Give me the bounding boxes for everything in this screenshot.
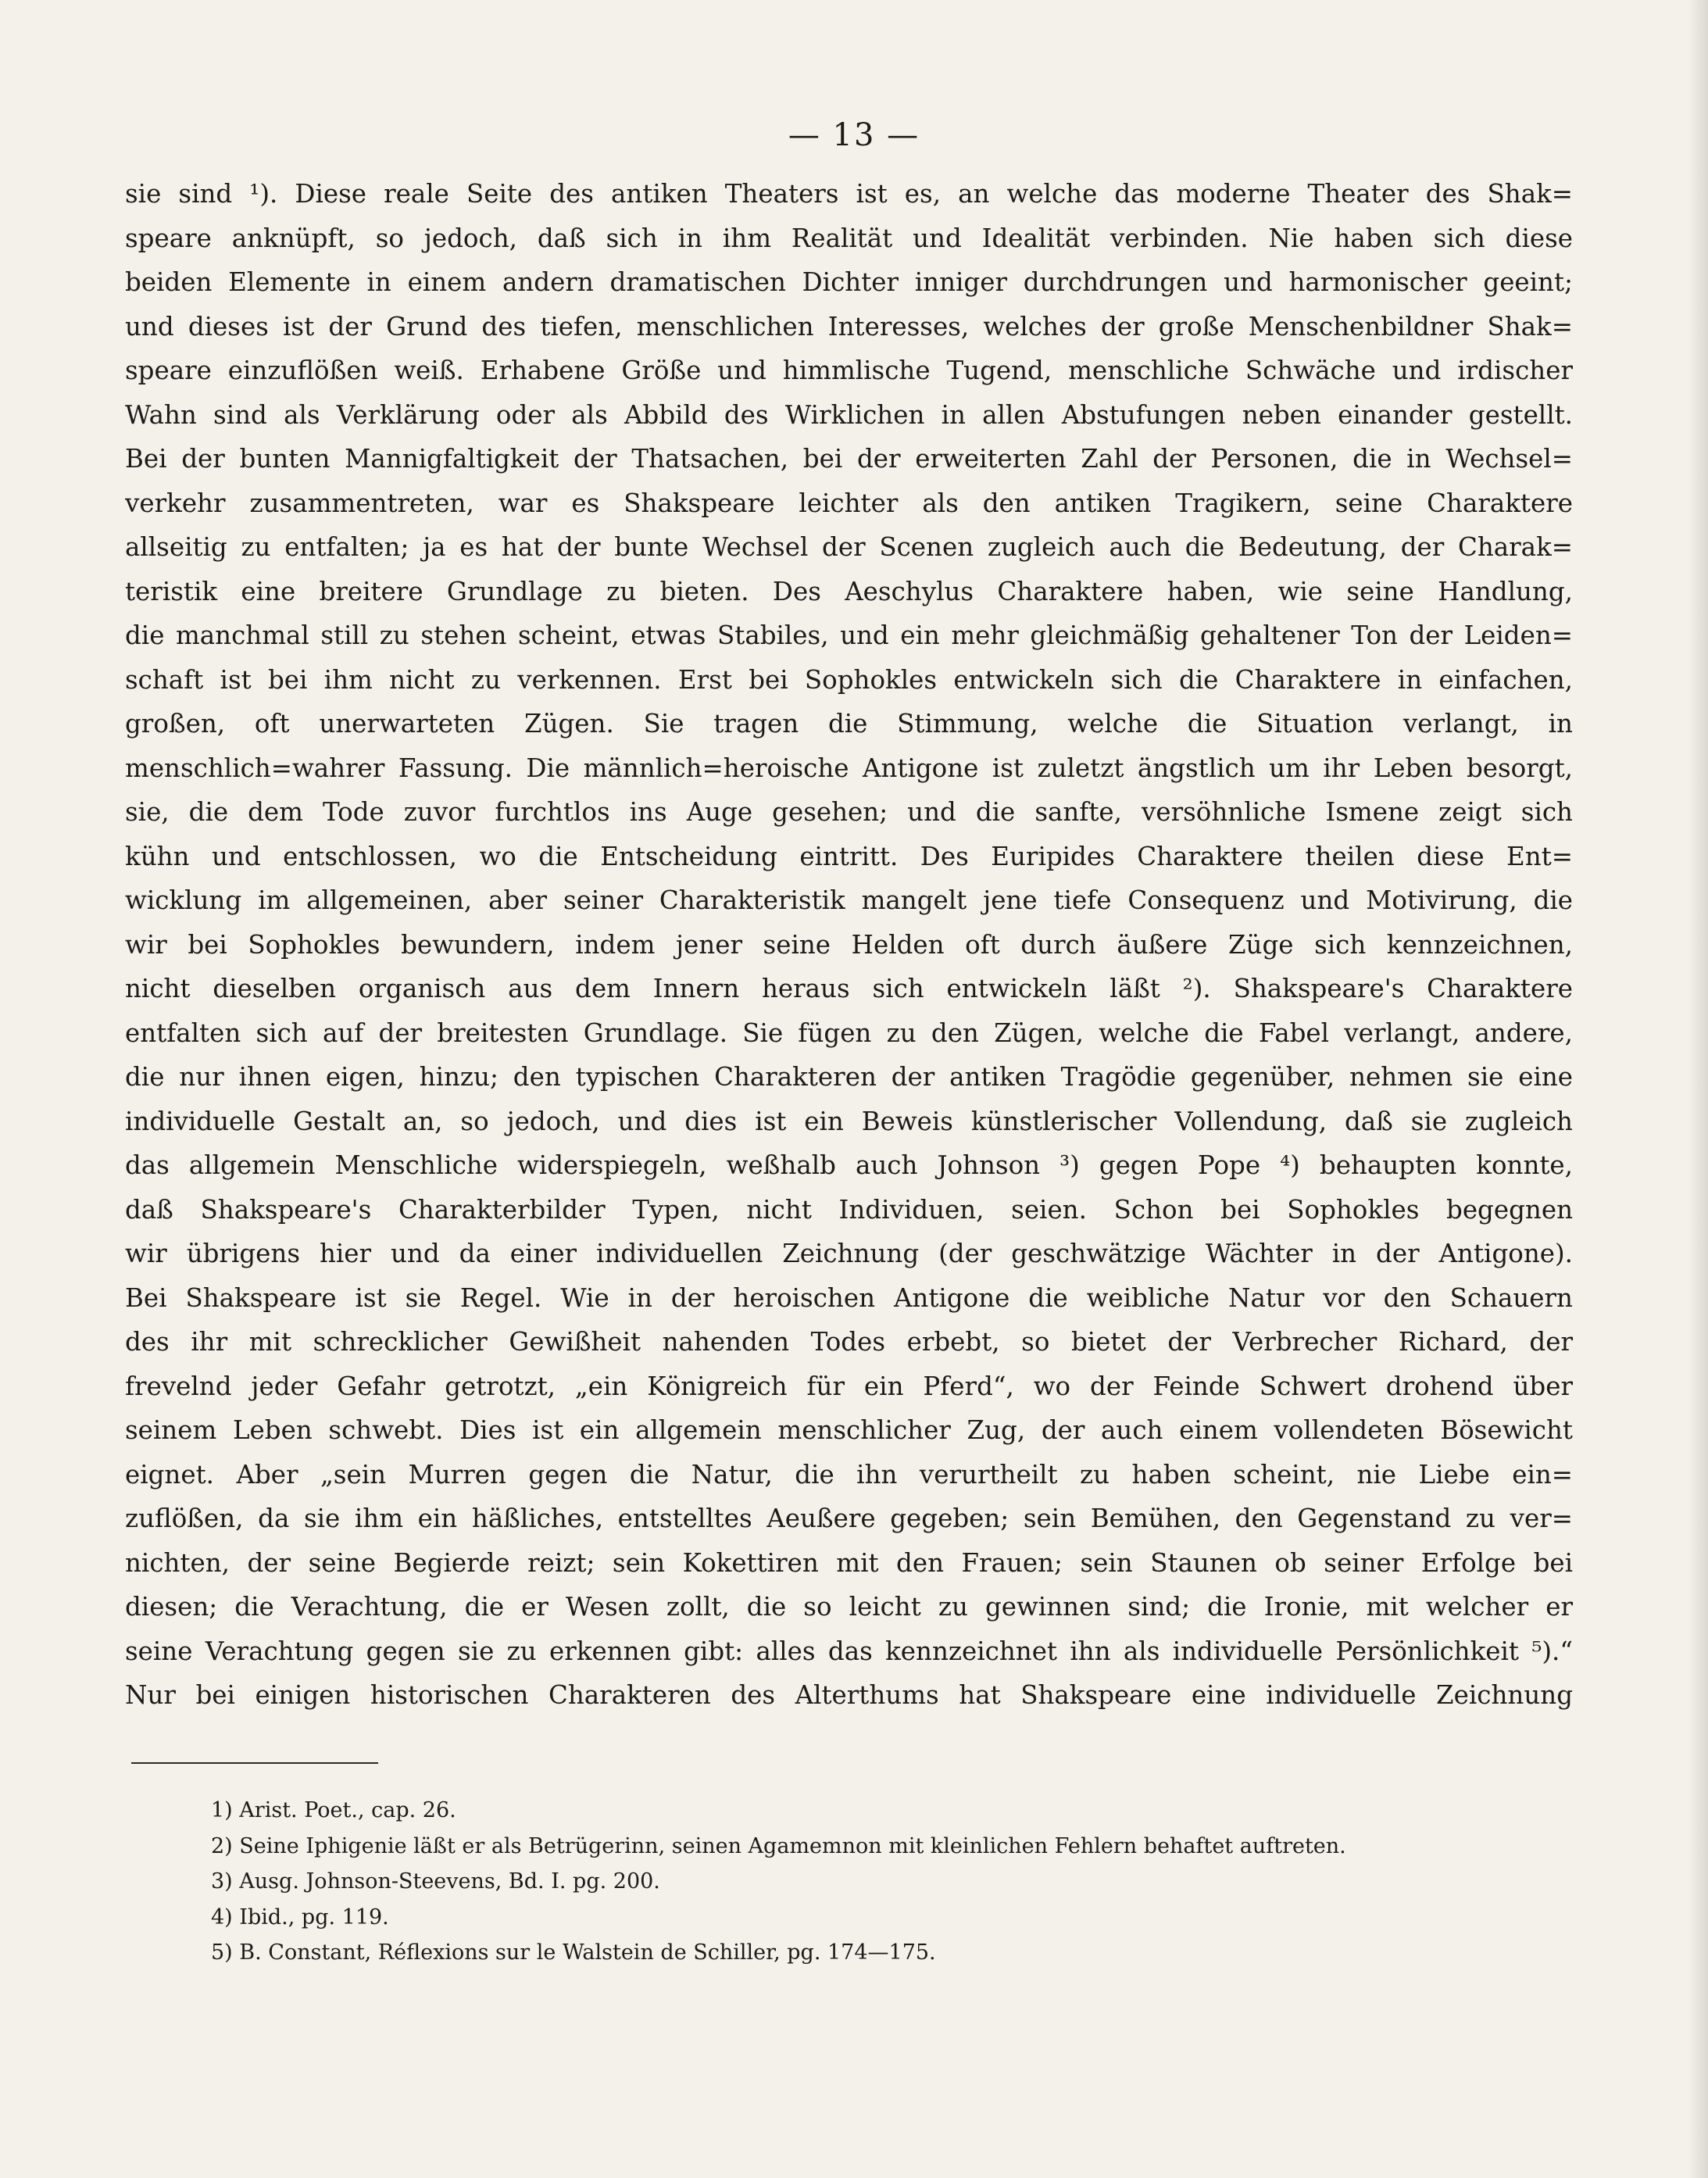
text-line: speare anknüpft, so jedoch, daß sich in ihm Realität und Idealität verbinden. Nie haben sich diese bbox=[125, 223, 1573, 253]
text-line: eignet. Aber „sein Murren gegen die Natur, die ihn verurtheilt zu haben scheint, nie Liebe ein= bbox=[125, 1459, 1573, 1490]
footnote: 4) Ibid., pg. 119. bbox=[211, 1904, 389, 1929]
text-line: und dieses ist der Grund des tiefen, menschlichen Interesses, welches der große Menschenbildner Shak= bbox=[125, 311, 1573, 342]
body-text bbox=[125, 172, 1573, 1718]
text-line: wir bei Sophokles bewundern, indem jener seine Helden oft durch äußere Züge sich kennzeichnen, bbox=[125, 929, 1573, 960]
text-line: seinem Leben schwebt. Dies ist ein allgemein menschlicher Zug, der auch einem vollendeten Bösewicht bbox=[125, 1415, 1573, 1445]
footnote: 2) Seine Iphigenie läßt er als Betrügerinn, seinen Agamemnon mit kleinlichen Fehlern behaftet auftreten. bbox=[211, 1833, 1346, 1858]
text-line: nichten, der seine Begierde reizt; sein Kokettiren mit den Frauen; sein Staunen ob seiner Erfolge bei bbox=[125, 1547, 1573, 1578]
text-line: kühn und entschlossen, wo die Entscheidung eintritt. Des Euripides Charaktere theilen diese Ent= bbox=[125, 841, 1573, 871]
footnote: 5) B. Constant, Réflexions sur le Walstein de Schiller, pg. 174—175. bbox=[211, 1940, 936, 1965]
footnote: 3) Ausg. Johnson-Steevens, Bd. I. pg. 200. bbox=[211, 1869, 660, 1894]
text-line: schaft ist bei ihm nicht zu verkennen. Erst bei Sophokles entwickeln sich die Charaktere in einfachen, bbox=[125, 664, 1573, 695]
footnotes bbox=[211, 1793, 1539, 1971]
text-line: frevelnd jeder Gefahr getrotzt, „ein Königreich für ein Pferd“, wo der Feinde Schwert drohend über bbox=[125, 1371, 1573, 1401]
text-line: Bei Shakspeare ist sie Regel. Wie in der heroischen Antigone die weibliche Natur vor den Schauern bbox=[125, 1282, 1573, 1313]
page-number: — 13 — bbox=[788, 117, 920, 153]
text-line: teristik eine breitere Grundlage zu bieten. Des Aeschylus Charaktere haben, wie seine Handlung, bbox=[125, 576, 1573, 606]
text-line: speare einzuflößen weiß. Erhabene Größe und himmlische Tugend, menschliche Schwäche und irdischer bbox=[125, 356, 1573, 385]
text-line: daß Shakspeare's Charakterbilder Typen, nicht Individuen, seien. Schon bei Sophokles begegnen bbox=[125, 1194, 1573, 1225]
text-line: wicklung im allgemeinen, aber seiner Charakteristik mangelt jene tiefe Consequenz und Motivirung, die bbox=[125, 885, 1573, 915]
text-line: zuflößen, da sie ihm ein häßliches, entstelltes Aeußere gegeben; sein Bemühen, den Gegenstand zu ver= bbox=[125, 1504, 1573, 1533]
text-line: verkehr zusammentreten, war es Shakspeare leichter als den antiken Tragikern, seine Charaktere bbox=[125, 488, 1573, 518]
text-line: sie, die dem Tode zuvor furchtlos ins Auge gesehen; und die sanfte, versöhnliche Ismene zeigt sich bbox=[125, 797, 1573, 827]
text-line: seine Verachtung gegen sie zu erkennen gibt: alles das kennzeichnet ihn als individuelle Persönlichkeit ⁵).“ bbox=[125, 1636, 1573, 1666]
text-line: die nur ihnen eigen, hinzu; den typischen Charakteren der antiken Tragödie gegenüber, nehmen sie eine bbox=[125, 1062, 1573, 1092]
text-line: sie sind ¹). Diese reale Seite des antiken Theaters ist es, an welche das moderne Theater des Shak= bbox=[125, 179, 1573, 209]
text-line: individuelle Gestalt an, so jedoch, und dies ist ein Beweis künstlerischer Vollendung, daß sie zugleich bbox=[125, 1106, 1573, 1136]
footnote-divider bbox=[131, 1762, 378, 1764]
text-line: großen, oft unerwarteten Zügen. Sie tragen die Stimmung, welche die Situation verlangt, in bbox=[125, 709, 1573, 739]
footnote: 1) Arist. Poet., cap. 26. bbox=[211, 1798, 456, 1822]
text-line: allseitig zu entfalten; ja es hat der bunte Wechsel der Scenen zugleich auch die Bedeutung, der Charak= bbox=[125, 532, 1573, 562]
text-line: Nur bei einigen historischen Charakteren des Alterthums hat Shakspeare eine individuelle Zeichnung bbox=[125, 1680, 1573, 1710]
text-line: Bei der bunten Mannigfaltigkeit der Thatsachen, bei der erweiterten Zahl der Personen, die in Wechsel= bbox=[125, 444, 1573, 474]
text-line: wir übrigens hier und da einer individuellen Zeichnung (der geschwätzige Wächter in der Antigone). bbox=[125, 1239, 1573, 1268]
text-line: des ihr mit schrecklicher Gewißheit nahenden Todes erbebt, so bietet der Verbrecher Richard, der bbox=[125, 1327, 1573, 1357]
text-line: entfalten sich auf der breitesten Grundlage. Sie fügen zu den Zügen, welche die Fabel verlangt, andere, bbox=[125, 1017, 1573, 1048]
text-line: menschlich=wahrer Fassung. Die männlich=heroische Antigone ist zuletzt ängstlich um ihr Leben besorgt, bbox=[125, 753, 1573, 783]
text-line: beiden Elemente in einem andern dramatischen Dichter inniger durchdrungen und harmonischer geeint; bbox=[125, 267, 1573, 297]
page-edge-shadow bbox=[1688, 0, 1708, 2178]
text-line: diesen; die Verachtung, die er Wesen zollt, die so leicht zu gewinnen sind; die Ironie, mit welcher er bbox=[125, 1592, 1573, 1622]
text-line: das allgemein Menschliche widerspiegeln, weßhalb auch Johnson ³) gegen Pope ⁴) behaupten konnte, bbox=[125, 1150, 1573, 1180]
text-line: die manchmal still zu stehen scheint, etwas Stabiles, und ein mehr gleichmäßig gehaltener Ton der Leiden= bbox=[125, 620, 1573, 650]
text-line: Wahn sind als Verklärung oder als Abbild des Wirklichen in allen Abstufungen neben einander gestellt. bbox=[125, 399, 1573, 430]
text-line: nicht dieselben organisch aus dem Innern heraus sich entwickeln läßt ²). Shakspeare's Charaktere bbox=[125, 974, 1573, 1003]
